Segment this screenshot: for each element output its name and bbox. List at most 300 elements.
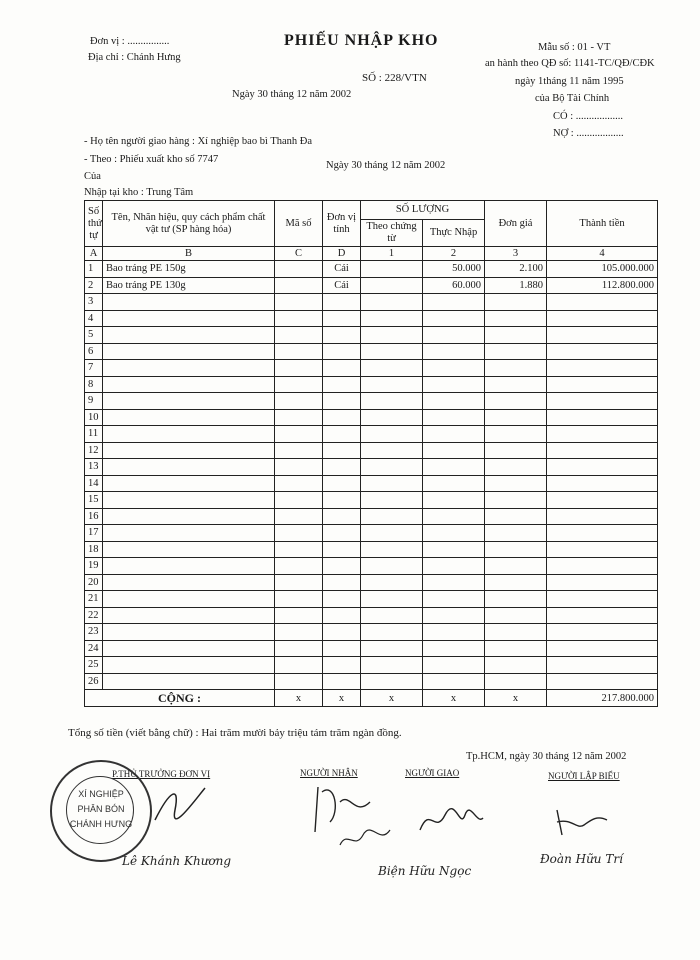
cell-unit xyxy=(323,624,361,641)
cell-doc xyxy=(361,459,423,476)
address-value: Chánh Hưng xyxy=(126,52,181,63)
cell-price xyxy=(485,310,547,327)
decision-line: an hành theo QĐ số: 1141-TC/QĐ/CĐK xyxy=(485,58,655,69)
cell-name xyxy=(103,442,275,459)
cell-name xyxy=(103,574,275,591)
letter-cell: B xyxy=(103,247,275,261)
cell-name xyxy=(103,541,275,558)
org-line xyxy=(90,36,169,47)
cell-doc xyxy=(361,475,423,492)
stamp-line: PHÂN BÓN xyxy=(77,804,125,814)
cell-price xyxy=(485,607,547,624)
credit-line xyxy=(553,128,624,139)
table-row xyxy=(85,310,658,327)
cell-doc xyxy=(361,343,423,360)
cell-doc xyxy=(361,508,423,525)
cell-price xyxy=(485,558,547,575)
cell-actual xyxy=(423,508,485,525)
cell-unit xyxy=(323,327,361,344)
cell-code xyxy=(275,624,323,641)
table-row xyxy=(85,541,658,558)
cell-code xyxy=(275,442,323,459)
table-row xyxy=(85,393,658,410)
cell-no: 21 xyxy=(85,591,103,608)
cell-amount xyxy=(547,393,658,410)
cell-amount xyxy=(547,310,658,327)
cell-actual: 50.000 xyxy=(423,261,485,278)
decision-date: ngày 1tháng 11 năm 1995 xyxy=(515,76,624,87)
cell-unit xyxy=(323,508,361,525)
cell-no: 25 xyxy=(85,657,103,674)
col-qty-actual: Thực Nhập xyxy=(423,220,485,247)
cell-price xyxy=(485,376,547,393)
deliverer-name: Biện Hữu Ngọc xyxy=(378,864,472,878)
cell-code xyxy=(275,360,323,377)
cell-name xyxy=(103,475,275,492)
cell-actual xyxy=(423,459,485,476)
cell-amount xyxy=(547,360,658,377)
cell-actual xyxy=(423,442,485,459)
cell-unit xyxy=(323,376,361,393)
cell-name xyxy=(103,409,275,426)
cell-amount xyxy=(547,343,658,360)
cell-code xyxy=(275,640,323,657)
cell-amount xyxy=(547,541,658,558)
head-name: Lê Khánh Khương xyxy=(122,854,232,868)
total-label: CỘNG : xyxy=(85,690,275,707)
cell-no: 7 xyxy=(85,360,103,377)
cell-no: 4 xyxy=(85,310,103,327)
cell-doc xyxy=(361,393,423,410)
cell-no: 11 xyxy=(85,426,103,443)
cell-name xyxy=(103,376,275,393)
cell-actual: 60.000 xyxy=(423,277,485,294)
cell-actual xyxy=(423,310,485,327)
cell-amount xyxy=(547,607,658,624)
sig-deliverer-label: NGƯỜI GIAO xyxy=(405,768,460,778)
cell-name: Bao tráng PE 150g xyxy=(103,261,275,278)
cell-doc xyxy=(361,574,423,591)
cell-actual xyxy=(423,426,485,443)
cell-name xyxy=(103,640,275,657)
company-stamp xyxy=(50,760,152,862)
cell-code xyxy=(275,426,323,443)
cell-unit xyxy=(323,360,361,377)
table-row xyxy=(85,261,658,278)
cell-no: 23 xyxy=(85,624,103,641)
table-row xyxy=(85,607,658,624)
debit-label: CÓ : xyxy=(553,111,574,122)
column-letters-row xyxy=(85,247,658,261)
document-title: PHIẾU NHẬP KHO xyxy=(284,32,439,49)
credit-value: .................. xyxy=(576,128,624,139)
table-row xyxy=(85,409,658,426)
table-row xyxy=(85,525,658,542)
cell-no: 6 xyxy=(85,343,103,360)
cell-code xyxy=(275,475,323,492)
cell-name xyxy=(103,657,275,674)
cell-unit xyxy=(323,475,361,492)
head-signature xyxy=(150,780,210,830)
cell-actual xyxy=(423,624,485,641)
letter-cell: 1 xyxy=(361,247,423,261)
cell-name xyxy=(103,525,275,542)
table-row xyxy=(85,277,658,294)
cell-code xyxy=(275,409,323,426)
letter-cell: 2 xyxy=(423,247,485,261)
sig-maker-label: NGƯỜI LẬP BIỂU xyxy=(548,771,620,781)
reference-date: Ngày 30 tháng 12 năm 2002 xyxy=(326,160,446,171)
cell-doc xyxy=(361,294,423,311)
cell-code xyxy=(275,525,323,542)
debit-line xyxy=(553,111,623,122)
cell-unit xyxy=(323,607,361,624)
cell-price xyxy=(485,640,547,657)
receiver-signature-2 xyxy=(335,820,395,855)
cell-name xyxy=(103,393,275,410)
cell-name xyxy=(103,310,275,327)
org-label: Đơn vị : xyxy=(90,36,125,47)
cell-actual xyxy=(423,591,485,608)
cell-no: 9 xyxy=(85,393,103,410)
cell-code xyxy=(275,343,323,360)
org-value: ................ xyxy=(127,36,170,47)
maker-signature xyxy=(552,800,612,840)
cell-code xyxy=(275,294,323,311)
cell-no: 15 xyxy=(85,492,103,509)
cell-code xyxy=(275,541,323,558)
cell-code xyxy=(275,277,323,294)
cell-actual xyxy=(423,343,485,360)
cell-code xyxy=(275,492,323,509)
cell-amount xyxy=(547,591,658,608)
cell-actual xyxy=(423,393,485,410)
cell-code xyxy=(275,508,323,525)
cell-actual xyxy=(423,607,485,624)
table-row xyxy=(85,624,658,641)
cell-unit xyxy=(323,657,361,674)
cell-no: 3 xyxy=(85,294,103,311)
cell-unit xyxy=(323,426,361,443)
cell-name xyxy=(103,426,275,443)
letter-cell: D xyxy=(323,247,361,261)
cell-price xyxy=(485,459,547,476)
cell-code xyxy=(275,673,323,690)
cell-name xyxy=(103,492,275,509)
cell-actual xyxy=(423,475,485,492)
cell-doc xyxy=(361,376,423,393)
cell-unit xyxy=(323,673,361,690)
cell-price xyxy=(485,492,547,509)
cell-amount xyxy=(547,574,658,591)
total-x-mark: x xyxy=(361,690,423,707)
cell-no: 24 xyxy=(85,640,103,657)
cell-actual xyxy=(423,327,485,344)
total-x-mark: x xyxy=(275,690,323,707)
cell-no: 22 xyxy=(85,607,103,624)
cell-price xyxy=(485,426,547,443)
goods-table xyxy=(84,200,658,707)
cell-price xyxy=(485,294,547,311)
col-name: Tên, Nhãn hiệu, quy cách phẩm chất vật tư (SP hàng hóa) xyxy=(103,201,275,247)
table-row xyxy=(85,508,658,525)
cell-name xyxy=(103,508,275,525)
cell-unit xyxy=(323,459,361,476)
cell-no: 5 xyxy=(85,327,103,344)
cell-actual xyxy=(423,376,485,393)
cell-doc xyxy=(361,673,423,690)
table-row xyxy=(85,376,658,393)
cell-unit xyxy=(323,541,361,558)
table-row xyxy=(85,558,658,575)
cell-unit: Cái xyxy=(323,277,361,294)
cell-actual xyxy=(423,640,485,657)
cell-doc xyxy=(361,607,423,624)
cell-amount xyxy=(547,409,658,426)
cell-doc xyxy=(361,492,423,509)
cell-amount xyxy=(547,426,658,443)
table-row xyxy=(85,591,658,608)
cell-doc xyxy=(361,360,423,377)
cell-price xyxy=(485,541,547,558)
amount-in-words: Tổng số tiền (viết bằng chữ) : Hai trăm mười bảy triệu tám trăm ngàn đồng. xyxy=(68,727,402,739)
cell-name xyxy=(103,673,275,690)
debit-value: .................. xyxy=(575,111,624,122)
cell-amount xyxy=(547,657,658,674)
cell-doc xyxy=(361,591,423,608)
cell-doc xyxy=(361,525,423,542)
cell-doc xyxy=(361,327,423,344)
table-row xyxy=(85,294,658,311)
cell-no: 12 xyxy=(85,442,103,459)
cell-no: 2 xyxy=(85,277,103,294)
total-row xyxy=(85,690,658,707)
table-row xyxy=(85,492,658,509)
cell-unit xyxy=(323,343,361,360)
cell-price: 1.880 xyxy=(485,277,547,294)
cell-unit xyxy=(323,525,361,542)
table-row xyxy=(85,475,658,492)
cell-doc xyxy=(361,541,423,558)
col-unit: Đơn vị tính xyxy=(323,201,361,247)
cell-code xyxy=(275,657,323,674)
deliverer-line: - Họ tên người giao hàng : Xí nghiệp bao bì Thanh Đa xyxy=(84,136,313,147)
cell-unit xyxy=(323,393,361,410)
form-number: Mẫu số : 01 - VT xyxy=(538,42,611,53)
letter-cell: A xyxy=(85,247,103,261)
place-date: Tp.HCM, ngày 30 tháng 12 năm 2002 xyxy=(466,751,627,762)
cell-name: Bao tráng PE 130g xyxy=(103,277,275,294)
cell-doc xyxy=(361,624,423,641)
cell-price xyxy=(485,525,547,542)
sig-head-label: P.THỦ TRƯỞNG ĐƠN VỊ xyxy=(112,769,211,779)
cell-no: 20 xyxy=(85,574,103,591)
cell-name xyxy=(103,558,275,575)
cell-price xyxy=(485,442,547,459)
cell-no: 16 xyxy=(85,508,103,525)
table-row xyxy=(85,327,658,344)
cell-amount xyxy=(547,624,658,641)
cell-amount xyxy=(547,459,658,476)
cell-name xyxy=(103,327,275,344)
ministry: của Bộ Tài Chính xyxy=(535,93,610,104)
table-row xyxy=(85,640,658,657)
col-stt: Số thứ tự xyxy=(85,201,103,247)
reference-line: - Theo : Phiếu xuất kho số 7747 xyxy=(84,154,219,165)
cell-code xyxy=(275,607,323,624)
cell-amount xyxy=(547,508,658,525)
cell-code xyxy=(275,393,323,410)
cell-amount xyxy=(547,327,658,344)
cell-unit xyxy=(323,442,361,459)
credit-label: NỢ : xyxy=(553,128,574,139)
cell-actual xyxy=(423,525,485,542)
cell-amount xyxy=(547,376,658,393)
total-x-mark: x xyxy=(485,690,547,707)
address-line xyxy=(88,52,181,63)
table-row xyxy=(85,657,658,674)
cell-amount xyxy=(547,475,658,492)
col-qty: SỐ LƯỢNG xyxy=(361,201,485,220)
cell-amount xyxy=(547,640,658,657)
cell-code xyxy=(275,459,323,476)
cell-name xyxy=(103,360,275,377)
cell-doc xyxy=(361,277,423,294)
cell-actual xyxy=(423,657,485,674)
cell-unit xyxy=(323,310,361,327)
cell-price xyxy=(485,475,547,492)
document-number: SỐ : 228/VTN xyxy=(362,72,427,84)
stamp-line: CHÁNH HƯNG xyxy=(69,819,133,829)
cell-code xyxy=(275,327,323,344)
cell-doc xyxy=(361,442,423,459)
cell-amount xyxy=(547,492,658,509)
cell-amount xyxy=(547,673,658,690)
table-row xyxy=(85,673,658,690)
cell-actual xyxy=(423,409,485,426)
cell-price xyxy=(485,343,547,360)
cell-actual xyxy=(423,294,485,311)
cell-no: 8 xyxy=(85,376,103,393)
cell-actual xyxy=(423,360,485,377)
col-amount: Thành tiền xyxy=(547,201,658,247)
cell-unit xyxy=(323,574,361,591)
cell-actual xyxy=(423,673,485,690)
cell-amount xyxy=(547,442,658,459)
cell-no: 26 xyxy=(85,673,103,690)
table-row xyxy=(85,459,658,476)
cell-name xyxy=(103,343,275,360)
cell-price: 2.100 xyxy=(485,261,547,278)
cell-price xyxy=(485,508,547,525)
cell-no: 13 xyxy=(85,459,103,476)
cell-name xyxy=(103,459,275,476)
cell-price xyxy=(485,673,547,690)
cell-price xyxy=(485,327,547,344)
table-row xyxy=(85,343,658,360)
cell-code xyxy=(275,261,323,278)
stamp-line: XÍ NGHIỆP xyxy=(78,789,124,799)
cell-unit xyxy=(323,558,361,575)
cell-unit xyxy=(323,294,361,311)
total-x-mark: x xyxy=(423,690,485,707)
cell-unit xyxy=(323,492,361,509)
table-row xyxy=(85,360,658,377)
cell-doc xyxy=(361,426,423,443)
cell-unit xyxy=(323,409,361,426)
cell-price xyxy=(485,624,547,641)
total-amount: 217.800.000 xyxy=(547,690,658,707)
cell-code xyxy=(275,591,323,608)
cell-price xyxy=(485,657,547,674)
cell-price xyxy=(485,574,547,591)
col-code: Mã số xyxy=(275,201,323,247)
table-row xyxy=(85,442,658,459)
cell-amount xyxy=(547,294,658,311)
cell-no: 10 xyxy=(85,409,103,426)
document-date: Ngày 30 tháng 12 năm 2002 xyxy=(232,89,352,100)
cell-doc xyxy=(361,261,423,278)
cell-unit xyxy=(323,591,361,608)
cell-no: 14 xyxy=(85,475,103,492)
letter-cell: C xyxy=(275,247,323,261)
col-price: Đơn giá xyxy=(485,201,547,247)
cell-doc xyxy=(361,310,423,327)
cell-amount xyxy=(547,525,658,542)
cell-name xyxy=(103,294,275,311)
deliverer-signature xyxy=(415,800,485,840)
cell-doc xyxy=(361,558,423,575)
cell-price xyxy=(485,591,547,608)
table-row xyxy=(85,426,658,443)
cell-name xyxy=(103,607,275,624)
cell-amount: 112.800.000 xyxy=(547,277,658,294)
cell-doc xyxy=(361,657,423,674)
cell-amount xyxy=(547,558,658,575)
warehouse-line: Nhập tại kho : Trung Tâm xyxy=(84,187,194,198)
cell-price xyxy=(485,393,547,410)
of-line: Của xyxy=(84,171,101,182)
cell-no: 1 xyxy=(85,261,103,278)
letter-cell: 4 xyxy=(547,247,658,261)
cell-actual xyxy=(423,574,485,591)
cell-doc xyxy=(361,640,423,657)
cell-no: 18 xyxy=(85,541,103,558)
sig-receiver-label: NGƯỜI NHẬN xyxy=(300,768,358,778)
cell-doc xyxy=(361,409,423,426)
cell-amount: 105.000.000 xyxy=(547,261,658,278)
cell-unit xyxy=(323,640,361,657)
cell-unit: Cái xyxy=(323,261,361,278)
maker-name: Đoàn Hữu Trí xyxy=(540,852,623,866)
cell-name xyxy=(103,591,275,608)
cell-code xyxy=(275,574,323,591)
cell-actual xyxy=(423,541,485,558)
cell-actual xyxy=(423,492,485,509)
cell-code xyxy=(275,376,323,393)
cell-price xyxy=(485,360,547,377)
total-x-mark: x xyxy=(323,690,361,707)
cell-code xyxy=(275,310,323,327)
cell-no: 17 xyxy=(85,525,103,542)
cell-no: 19 xyxy=(85,558,103,575)
cell-name xyxy=(103,624,275,641)
cell-code xyxy=(275,558,323,575)
letter-cell: 3 xyxy=(485,247,547,261)
address-label: Địa chỉ : xyxy=(88,52,125,63)
table-row xyxy=(85,574,658,591)
cell-price xyxy=(485,409,547,426)
